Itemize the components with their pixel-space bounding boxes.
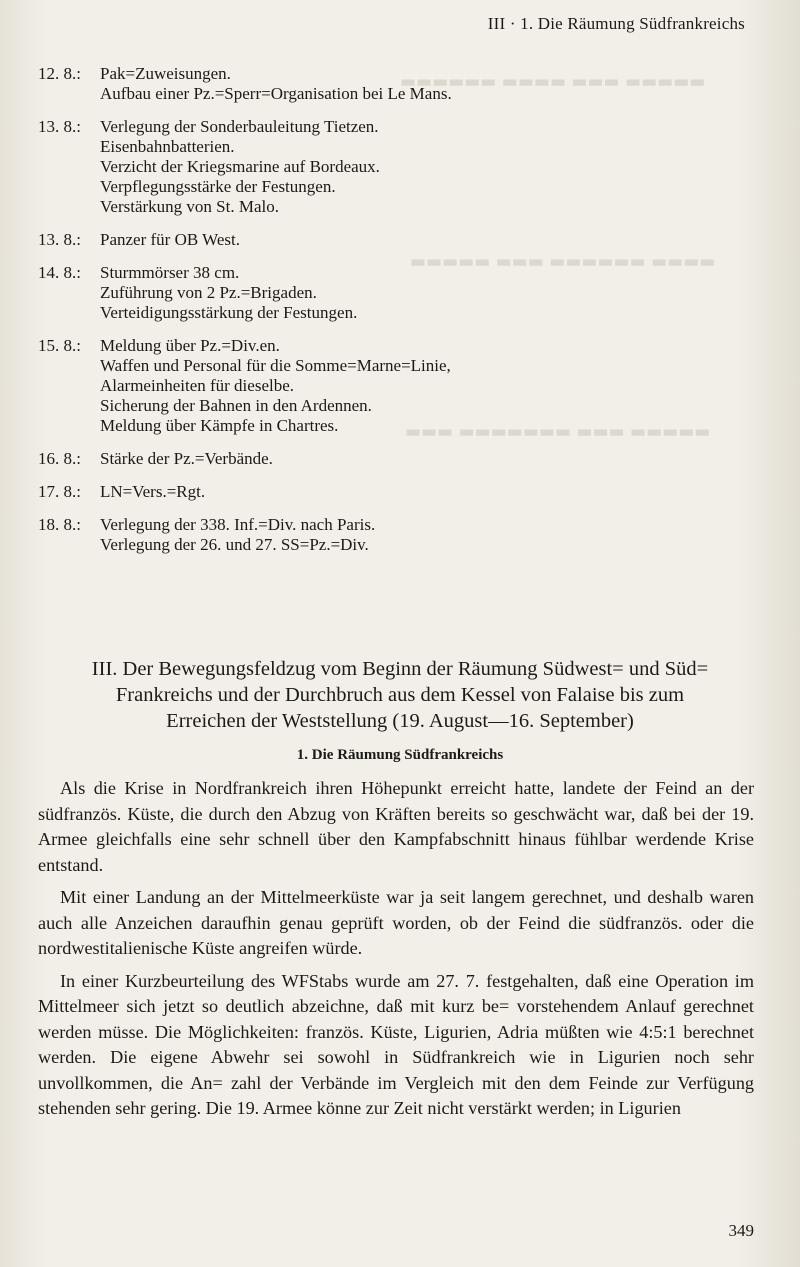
entry-line: Stärke der Pz.=Verbände. — [100, 449, 273, 468]
entry-date: 14. 8.: — [38, 263, 81, 282]
entry-line: Sturmmörser 38 cm. — [100, 263, 240, 282]
list-item — [38, 263, 758, 323]
entry-line: Verlegung der 338. Inf.=Div. nach Paris. — [100, 515, 376, 534]
section-title-line: III. Der Bewegungsfeldzug vom Beginn der Räumung Südwest= und Süd= — [91, 658, 709, 680]
entry-line: Meldung über Pz.=Div.en. — [100, 336, 280, 355]
list-item — [38, 515, 758, 555]
entry-line: Verpflegungsstärke der Festungen. — [100, 177, 336, 196]
paragraph: In einer Kurzbeurteilung des WFStabs wurde am 27. 7. festgehalten, daß eine Operation im Mittelmeer sich jetzt so deutlich abzeichne, daß mit kurz be= vorstehendem Anlauf gerechnet werden müsse. Die Möglichkeiten: französ. Küste, Ligurien, Adria müßten wie 4:5:1 berechnet werden. Die eigene Abwehr sei sowohl in Südfrankreich wie in Ligurien noch sehr unvollkommen, die An= zahl der Verbände im Vergleich mit den dem Feinde zur Verfügung stehenden sehr gering. Die 19. Armee könne zur Zeit nicht verstärkt werden; in Ligurien — [38, 970, 754, 1118]
entry-line: Verzicht der Kriegsmarine auf Bordeaux. — [100, 157, 380, 176]
bleed-through-texture: ▬▬▬ ▬▬▬▬▬▬▬ ▬▬▬ ▬▬▬▬▬ — [405, 422, 711, 442]
entry-line: Waffen und Personal für die Somme=Marne=Linie, — [100, 356, 451, 375]
section-title-line: Erreichen der Weststellung (19. August—16. September) — [166, 710, 634, 732]
section-title — [35, 656, 765, 734]
entry-line: LN=Vers.=Rgt. — [100, 482, 206, 501]
bleed-through-texture: ▬▬▬▬▬ ▬▬▬ ▬▬▬▬▬▬ ▬▬▬▬ — [410, 252, 716, 272]
entry-date: 13. 8.: — [38, 117, 81, 136]
list-item — [38, 336, 758, 436]
paragraph: Als die Krise in Nordfrankreich ihren Höhepunkt erreicht hatte, landete der Feind an der südfranzös. Küste, die durch den Abzug von Kräften bereits so geschwächt war, daß bei der 19. Armee gleichfalls eine sehr schnell über den Kampfabschnitt hinaus fühlbar werdende Krise entstand. — [38, 778, 754, 875]
entry-line: Verstärkung von St. Malo. — [100, 197, 279, 216]
entry-line: Verlegung der 26. und 27. SS=Pz.=Div. — [100, 535, 369, 554]
entry-line: Pak=Zuweisungen. — [100, 64, 231, 83]
list-item — [38, 482, 758, 502]
paragraph: Mit einer Landung an der Mittelmeerküste war ja seit langem gerechnet, und deshalb waren auch alle Anzeichen daraufhin genau geprüft worden, ob der Feind die südfranzös. oder die nordwestitalienische Küste angreifen würde. — [38, 887, 754, 958]
entry-line: Eisenbahnbatterien. — [100, 137, 235, 156]
chronology-list — [38, 64, 758, 568]
entry-line: Zuführung von 2 Pz.=Brigaden. — [100, 283, 317, 302]
entry-line: Verteidigungsstärkung der Festungen. — [100, 303, 358, 322]
entry-line: Sicherung der Bahnen in den Ardennen. — [100, 396, 372, 415]
section-title-line: Frankreichs und der Durchbruch aus dem Kessel von Falaise bis zum — [115, 684, 685, 706]
entry-line: Panzer für OB West. — [100, 230, 240, 249]
entry-line: Alarmeinheiten für dieselbe. — [100, 376, 295, 395]
entry-date: 15. 8.: — [38, 336, 81, 355]
list-item — [38, 449, 758, 469]
bleed-through-texture: ▬▬▬▬▬▬ ▬▬▬▬ ▬▬▬ ▬▬▬▬▬ — [400, 72, 706, 92]
page-number: 349 — [728, 1221, 754, 1240]
list-item — [38, 230, 758, 250]
subsection-title: 1. Die Räumung Südfrankreichs — [296, 747, 504, 763]
entry-date: 16. 8.: — [38, 449, 81, 468]
entry-line: Aufbau einer Pz.=Sperr=Organisation bei Le Mans. — [100, 84, 452, 103]
entry-line: Verlegung der Sonderbauleitung Tietzen. — [100, 117, 379, 136]
entry-date: 18. 8.: — [38, 515, 81, 534]
list-item — [38, 64, 758, 104]
body-text — [38, 776, 754, 1129]
entry-date: 17. 8.: — [38, 482, 81, 501]
entry-line: Meldung über Kämpfe in Chartres. — [100, 416, 339, 435]
list-item — [38, 117, 758, 217]
entry-date: 13. 8.: — [38, 230, 81, 249]
running-head: III · 1. Die Räumung Südfrankreichs — [487, 14, 745, 33]
entry-date: 12. 8.: — [38, 64, 81, 83]
